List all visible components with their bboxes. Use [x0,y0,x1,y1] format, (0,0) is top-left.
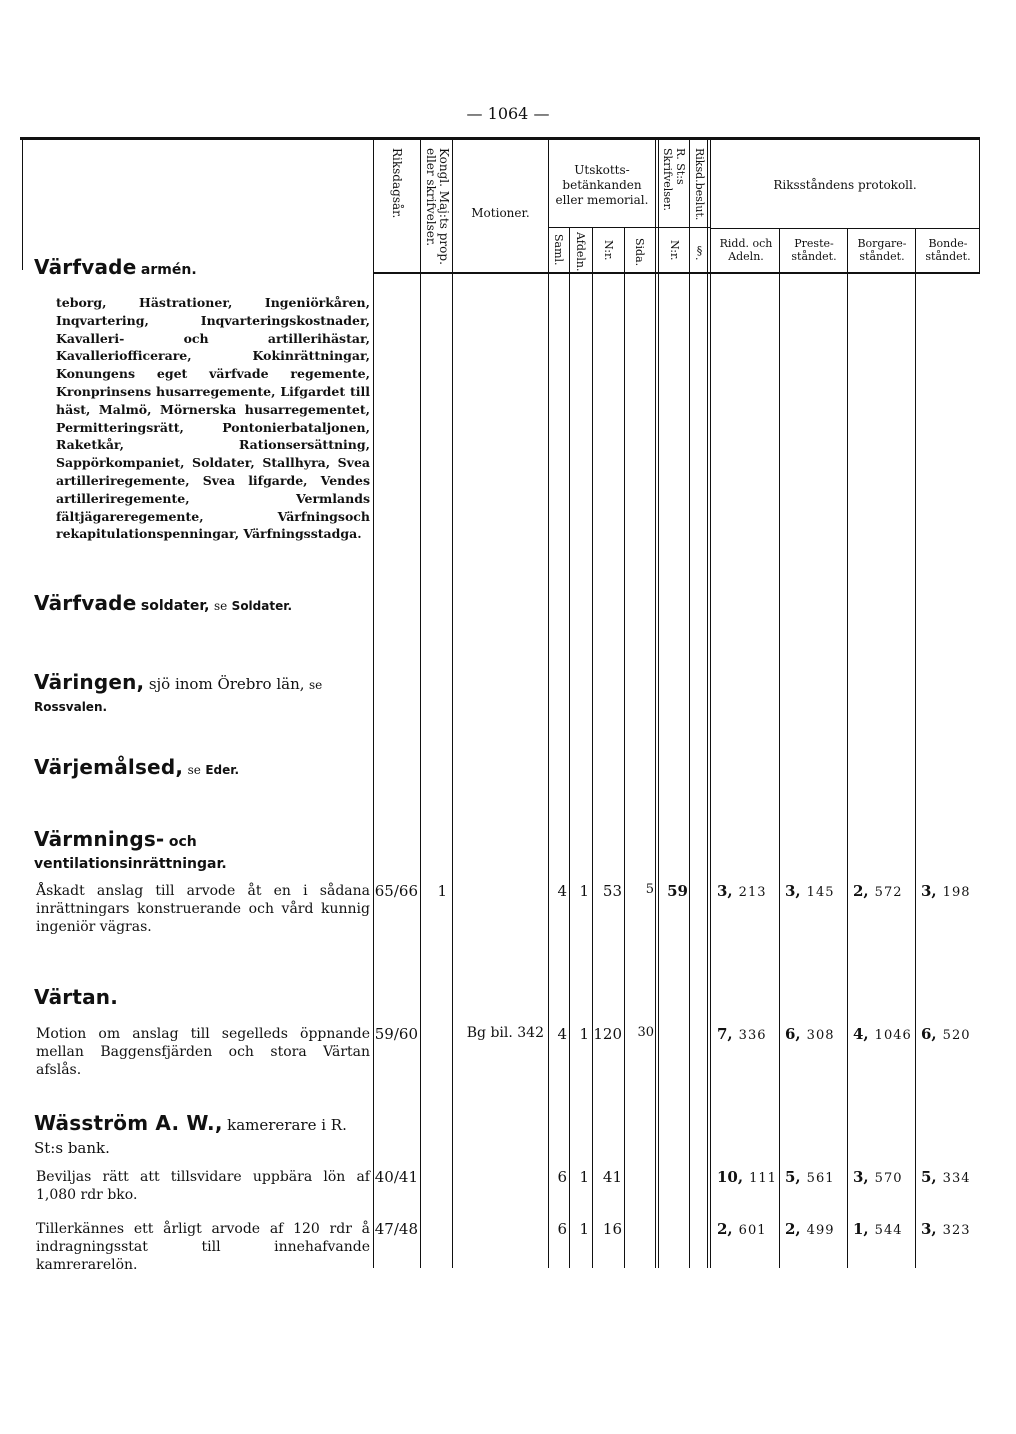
header-kongl-prop: Kongl. Maj:ts prop. eller skrifvelser. [424,148,451,265]
row-afd-3: 1 [579,1168,589,1186]
page-number: — 1064 — [466,104,550,123]
entry-varmnings: Värmnings- och ventilationsinrättningar. [34,827,227,872]
row-ridd-4: 2, 601 [717,1220,767,1238]
row-saml-2: 4 [557,1025,567,1043]
row-nr-3: 41 [602,1168,622,1186]
row-preste-3: 5, 561 [785,1168,835,1186]
row-motion-2: Bg bil. 342 [466,1025,544,1041]
row-text-4: Tillerkännes ett årligt arvode af 120 rdr å indragningsstat till innehafvande kamrerarelön. [36,1221,370,1273]
row-saml-3: 6 [557,1168,567,1186]
row-bonde-2: 6, 520 [921,1025,971,1043]
entry-varingen: Väringen, sjö inom Örebro län, se Rossvalen. [34,670,323,714]
row-year-3: 40/41 [374,1168,418,1186]
header-utskotts: Utskotts-betänkanden eller memorial. [555,163,649,207]
entry-wasstrom: Wäsström A. W., kamererare i R. St:s bank. [34,1111,347,1157]
row-rnr-1: 59 [667,882,688,900]
row-borgare-4: 1, 544 [853,1220,903,1238]
header-riksdagsar: Riksdagsår. [390,148,404,219]
row-bonde-3: 5, 334 [921,1168,971,1186]
entry-varjemalsed: Värjemålsed, se Eder. [34,755,240,779]
row-preste-4: 2, 499 [785,1220,835,1238]
row-text-2: Motion om anslag till segelleds öppnande mellan Baggensfjärden och stora Värtan afslås. [36,1026,370,1078]
row-sida-2: 30 [637,1025,654,1040]
header-ridd: Ridd. och Adeln. [719,237,773,263]
row-afd-2: 1 [579,1025,589,1043]
row-borgare-1: 2, 572 [853,882,903,900]
row-afd-4: 1 [579,1220,589,1238]
header-afdeln: Afdeln. [574,232,587,272]
row-year-2: 59/60 [374,1025,418,1043]
header-saml: Saml. [552,234,565,266]
row-borgare-2: 4, 1046 [853,1025,912,1043]
header-sida: Sida. [633,238,646,267]
row-ridd-1: 3, 213 [717,882,767,900]
row-bonde-4: 3, 323 [921,1220,971,1238]
row-bonde-1: 3, 198 [921,882,971,900]
row-text-3: Beviljas rätt att tillsvidare uppbära lön af 1,080 rdr bko. [36,1169,370,1203]
row-borgare-3: 3, 570 [853,1168,903,1186]
header-rsts-skrifvelser: R. St:s Skrifvelser. [661,148,687,211]
row-year-1: 65/66 [374,882,418,900]
row-afd-1: 1 [579,882,589,900]
entry-varfvade-soldater: Värfvade soldater, se Soldater. [34,591,292,615]
row-year-4: 47/48 [374,1220,418,1238]
row-nr-4: 16 [602,1220,622,1238]
row-preste-1: 3, 145 [785,882,835,900]
header-borgare: Borgare-ståndet. [857,237,907,263]
entry-varfvade-armen: Värfvade armén. [34,255,197,279]
header-protokoll: Riksståndens protokoll. [773,178,917,192]
entry-vartan: Värtan. [34,985,119,1009]
row-ridd-3: 10, 111 [717,1168,777,1186]
row-saml-1: 4 [557,882,567,900]
header-motioner: Motioner. [471,206,530,220]
header-riksd-beslut: Riksd.beslut. [693,148,706,221]
row-preste-2: 6, 308 [785,1025,835,1043]
header-paragraph: §. [693,244,706,261]
header-preste: Preste-ståndet. [791,237,837,263]
row-ridd-2: 7, 336 [717,1025,767,1043]
row-sida-1: 5 [645,882,654,897]
row-text-1: Åskadt anslag till arvode åt en i sådana inrättningars konstruerande och vård kunnig ingeniör vägras. [36,883,370,935]
row-prop-1: 1 [437,882,447,900]
row-nr-1: 53 [602,882,622,900]
row-nr-2: 120 [593,1025,622,1043]
row-saml-4: 6 [557,1220,567,1238]
header-bonde: Bonde-ståndet. [925,237,971,263]
header-rsts-nr: N:r. [668,240,681,261]
header-nr: N:r. [602,240,615,261]
entry-armen-references: teborg, Hästrationer, Ingeniörkåren, Inqvartering, Inqvarteringskostnader, Kavalleri- och artillerihästar, Kavalleriofficerare, Kokinrättningar, Konungens eget värfvade regemente, Kronprinsens husarregemente, Lifgardet till häst, Malmö, Mörnerska husarregementet, Permitteringsrätt, Pontonierbataljonen, Raketkår, Rationsersättning, Sappörkompaniet, Soldater, Stallhyra, Svea artilleriregemente, Svea lifgarde, Vendes artilleriregemente, Vermlands fältjägareregemente, Värfningsoch rekapitulationspenningar, Värfningsstadga. [56,295,370,542]
